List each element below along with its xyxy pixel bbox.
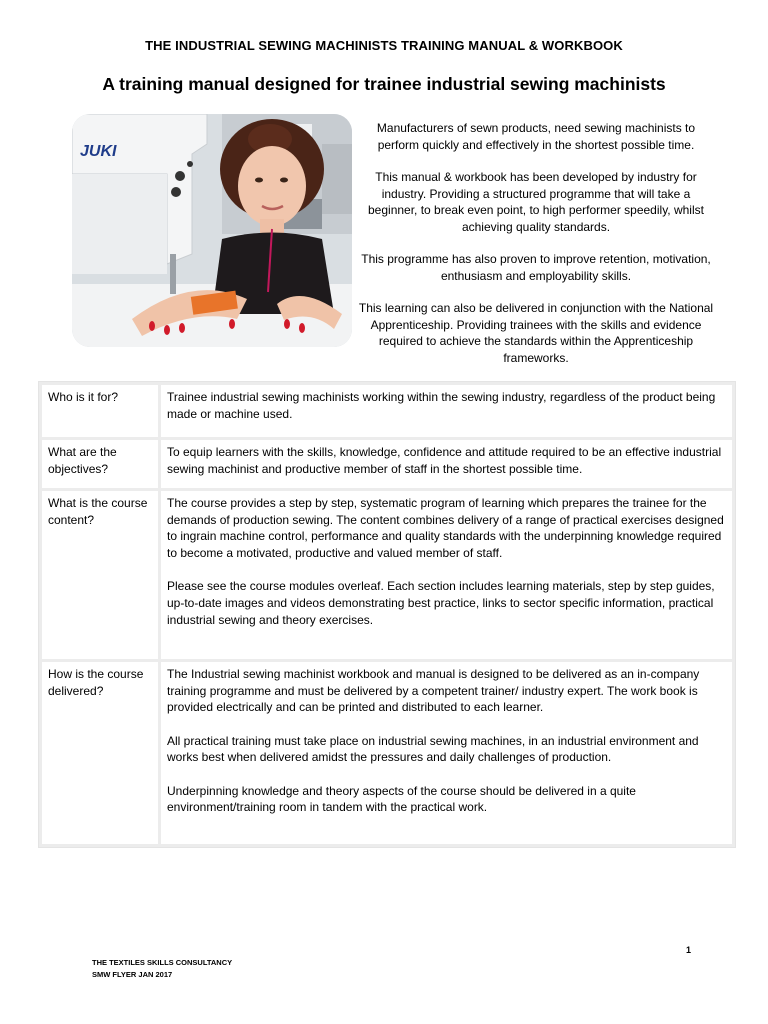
answer-paragraph: The course provides a step by step, systematic program of learning which prepares the trainee for the demands of production sewing. The content combines delivery of a range of practical exercises designed to ingrain machine control, performance and quality standards with the underpinning knowledge required to become a motivated, productive and valued member of staff.	[167, 496, 724, 561]
machine-brand-label: JUKI	[80, 143, 117, 160]
question-cell: How is the course delivered?	[42, 662, 158, 844]
intro-paragraph: This learning can also be delivered in conjunction with the National Apprenticeship. Providing trainees with the skills and evidence required to achieve the standards within the Apprenticeship frameworks.	[358, 301, 714, 365]
intro-paragraph: Manufacturers of sewn products, need sewing machinists to perform quickly and effectively in the shortest possible time.	[376, 121, 696, 152]
intro-text	[356, 120, 716, 382]
footer	[92, 957, 232, 980]
table-row	[42, 385, 732, 437]
footer-organisation: THE TEXTILES SKILLS CONSULTANCY	[92, 958, 233, 967]
question-cell: What is the course content?	[42, 491, 158, 659]
answer-paragraph: Underpinning knowledge and theory aspects of the course should be delivered in a quite environment/training room in tandem with the practical work.	[167, 783, 636, 815]
answer-cell	[161, 385, 732, 437]
answer-paragraph: To equip learners with the skills, knowledge, confidence and attitude required to be an effective industrial sewing machinist and productive member of staff in the shortest possible time.	[167, 445, 722, 476]
answer-paragraph: Trainee industrial sewing machinists working within the sewing industry, regardless of the product being made or machine used.	[167, 390, 716, 421]
document-subtitle: A training manual designed for trainee industrial sewing machinists	[102, 74, 666, 94]
machinist-photo	[72, 114, 352, 347]
document-title: THE INDUSTRIAL SEWING MACHINISTS TRAINING MANUAL & WORKBOOK	[145, 38, 623, 53]
question-cell: What are the objectives?	[42, 440, 158, 488]
table-row	[42, 491, 732, 659]
answer-cell	[161, 440, 732, 488]
table-row	[42, 662, 732, 844]
answer-cell	[161, 662, 732, 844]
footer-document-ref: SMW FLYER JAN 2017	[92, 969, 173, 979]
table-row	[42, 440, 732, 488]
page-number: 1	[686, 945, 692, 955]
answer-paragraph: All practical training must take place on industrial sewing machines, in an industrial environment and works best when delivered amidst the pressures and daily challenges of production.	[167, 733, 699, 765]
question-cell: Who is it for?	[42, 385, 158, 437]
answer-cell	[161, 491, 732, 659]
intro-paragraph: This manual & workbook has been developed by industry for industry. Providing a structured programme that will take a beginner, to break even point, to high performer speedily, whilst achieving quality standards.	[368, 170, 704, 234]
answer-paragraph: Please see the course modules overleaf. Each section includes learning materials, step by step guides, up-to-date images and videos demonstrating best practice, links to sector specific information, practical industrial sewing and theory exercises.	[167, 579, 715, 627]
intro-paragraph: This programme has also proven to improve retention, motivation, enthusiasm and employability skills.	[361, 252, 711, 283]
answer-paragraph: The Industrial sewing machinist workbook and manual is designed to be delivered as an in-company training programme and must be delivered by a competent trainer/ industry expert. The work book is provided electrically and can be printed and distributed to each learner.	[167, 667, 700, 715]
course-info-table	[38, 381, 736, 848]
